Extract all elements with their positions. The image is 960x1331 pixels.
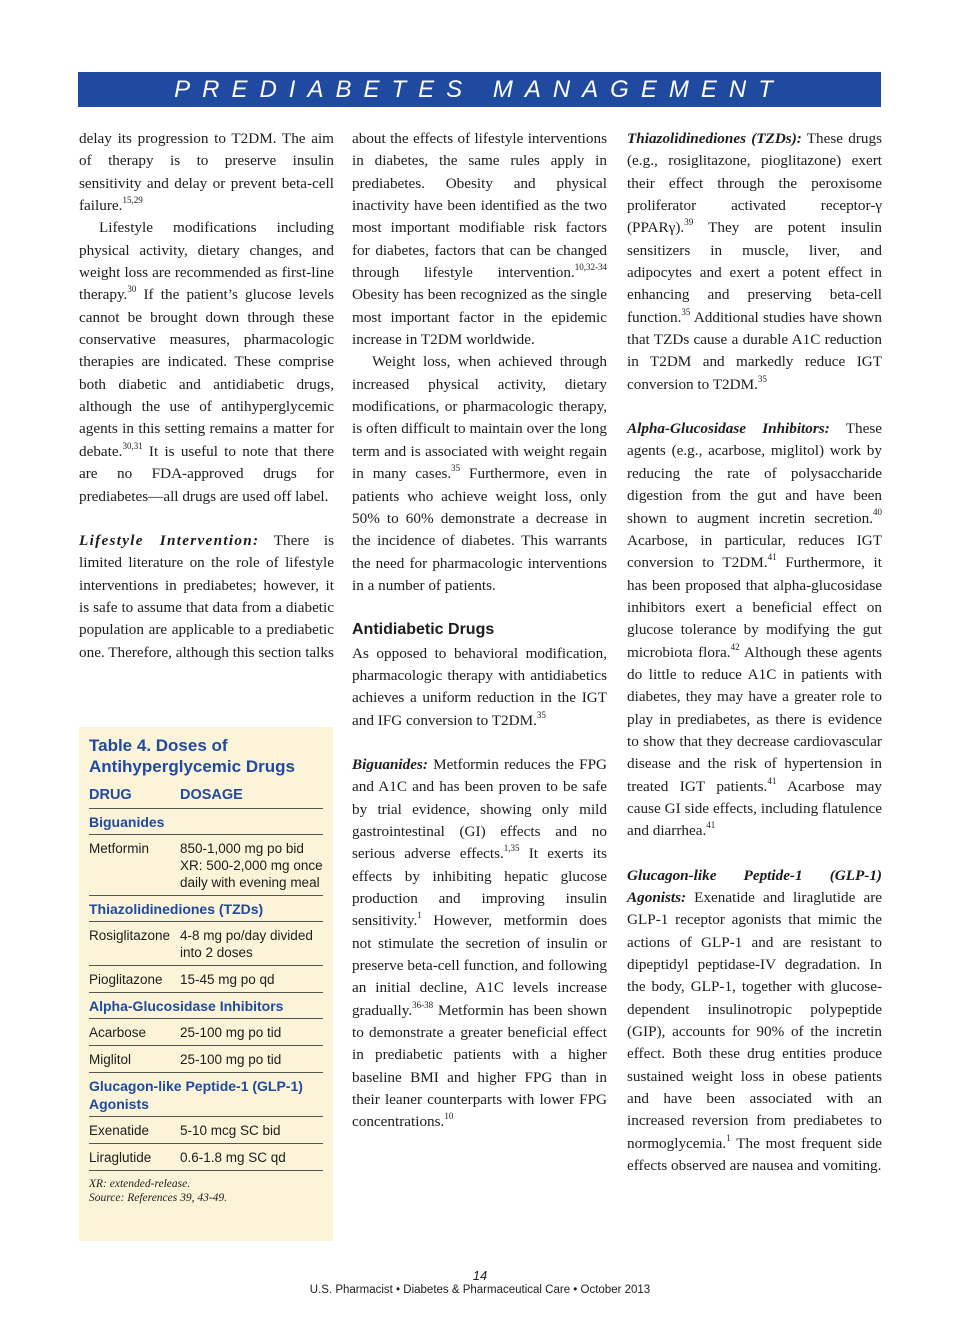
dosage-column-header: DOSAGE — [180, 787, 243, 803]
citation: 39 — [684, 217, 694, 228]
section-banner — [78, 72, 881, 107]
drug-name: Liraglutide — [89, 1150, 152, 1165]
drug-class-heading: Biguanides — [89, 809, 323, 835]
drug-name: Acarbose — [89, 1025, 147, 1040]
drug-class-heading: Thiazolidinediones (TZDs) — [89, 896, 323, 922]
drug-dose: 850-1,000 mg po bid XR: 500-2,000 mg once daily with evening meal — [180, 841, 323, 890]
column-2 — [352, 128, 607, 1134]
citation: 35 — [681, 306, 691, 317]
citation: 15,29 — [122, 194, 143, 205]
drug-class-heading: Alpha-Glucosidase Inhibitors — [89, 993, 323, 1019]
paragraph: As opposed to behavioral modification, pharmacologic therapy with antidiabetics achieves a uniform reduction in the IGT and IFG conversion to T2DM.$^{35}$ — [352, 644, 607, 729]
citation: 41 — [706, 820, 716, 831]
drug-name: Miglitol — [89, 1052, 132, 1067]
run-in-heading: Thiazolidinediones (TZDs): — [627, 130, 802, 147]
table-header — [89, 785, 323, 809]
citation: 1 — [726, 1132, 731, 1143]
drug-class-heading: Glucagon-like Peptide-1 (GLP-1) Agonists — [89, 1073, 323, 1117]
drug-dose: 25-100 mg po tid — [180, 1025, 282, 1040]
paragraph: delay its progression to T2DM. The aim of therapy is to preserve insulin sensitivity and delay or prevent beta-cell failure.$^{15,29}$ — [79, 130, 334, 215]
section-title: PREDIABETES MANAGEMENT — [174, 76, 785, 103]
citation: 30,31 — [122, 440, 143, 451]
drug-name: Metformin — [89, 841, 150, 856]
table-title: Table 4. Doses of Antihyperglycemic Drugs — [89, 736, 295, 776]
drug-dose: 0.6-1.8 mg SC qd — [180, 1150, 286, 1165]
page-number: 14 — [472, 1268, 488, 1283]
table-footnote: XR: extended-release. — [89, 1178, 191, 1190]
column-3 — [627, 128, 882, 1177]
paragraph: Thiazolidinediones (TZDs): These drugs (e.g., rosiglitazone, pioglitazone) exert their effect through the peroxisome proliferator activated receptor-γ (PPARγ).$^{39}$ They are potent insulin sensitizers in muscle, liver, and adipocytes and exert a potent effect in enhancing and preserving beta-cell function.$^{35}$ Additional studies have shown that TZDs cause a durable A1C reduction in T2DM and markedly reduce IGT conversion to T2DM.$^{35}$ — [627, 130, 882, 393]
citation: 36-38 — [412, 999, 434, 1010]
section-heading: Antidiabetic Drugs — [352, 621, 495, 639]
paragraph: about the effects of lifestyle interventions in diabetes, the same rules apply in prediabetes. Obesity and physical inactivity have been identified as the two most important modifiable risk factors for diabetes, factors that can be changed through lifestyle intervention.$^{10,32-34}$ Obesity has been recognized as the single most important factor in the epidemic increase in T2DM worldwide. — [352, 130, 607, 349]
citation: 40 — [873, 507, 882, 518]
citation: 10,32-34 — [574, 262, 607, 272]
drug-dose: 4-8 mg po/day divided into 2 doses — [180, 928, 313, 960]
citation: 35 — [757, 373, 767, 384]
citation: 10 — [444, 1111, 454, 1122]
citation: 35 — [451, 463, 461, 474]
table-row — [89, 1117, 323, 1144]
citation: 42 — [730, 641, 740, 652]
paragraph: Alpha-Glucosidase Inhibitors: These agents (e.g., acarbose, miglitol) work by reducing the rate of polysaccharide digestion from the gut and have been shown to augment incretin secretion.$^{40}$ Acarbose, in particular, reduces IGT conversion to T2DM.$^{41}$ Furthermore, it has been proposed that alpha-glucosidase inhibitors exert a beneficial effect on glucose tolerance by modifying the gut microbiota flora.$^{42}$ Although these agents do little to reduce A1C in patients with diabetes, they may have a greater role to play in prediabetes, as there is evidence to show that they decrease cardiovascular disease and the risk of hypertension in treated IGT patients.$^{41}$ Acarbose may cause GI side effects, including flatulence and diarrhea.$^{41}$ — [627, 420, 882, 840]
drug-name: Exenatide — [89, 1123, 150, 1138]
paragraph: Weight loss, when achieved through increased physical activity, dietary modifications, or pharmacologic therapy, is often difficult to maintain over the long term and is associated with weight regain in many cases.$^{35}$ Furthermore, even in patients who achieve weight loss, only 50% to 60% demonstrate a decrease in the incidence of diabetes. This warrants the need for pharmacologic interventions in a number of patients. — [352, 353, 607, 594]
column-1 — [79, 128, 334, 664]
publication-footer: U.S. Pharmacist • Diabetes & Pharmaceutical Care • October 2013 — [309, 1284, 651, 1296]
paragraph: Lifestyle modifications including physical activity, dietary changes, and weight loss are recommended as first-line therapy.$^{30}$ If the patient’s glucose levels cannot be brought down through these conservative measures, pharmacologic therapies are indicated. These comprise both diabetic and antidiabetic drugs, although the use of antihyperglycemic agents in this setting remains a matter for debate.$^{30,31}$ It is useful to note that there are no FDA-approved drugs for prediabetes—all drugs are used off label. — [79, 219, 334, 505]
citation: 41 — [767, 775, 777, 786]
run-in-heading: Biguanides: — [352, 755, 428, 773]
citation: 1 — [417, 910, 422, 921]
drug-dose: 5-10 mcg SC bid — [180, 1123, 281, 1138]
table-row — [89, 835, 323, 896]
table-row — [89, 1144, 323, 1171]
table-row — [89, 922, 323, 966]
drug-dose: 15-45 mg po qd — [180, 972, 275, 987]
drug-column-header: DRUG — [89, 787, 132, 803]
table-source: Source: References 39, 43-49. — [89, 1192, 228, 1204]
citation: 35 — [536, 709, 546, 720]
paragraph: Glucagon-like Peptide-1 (GLP-1) Agonists: Exenatide and liraglutide are GLP-1 receptor agonists that mimic the actions of GLP-1 and are resistant to dipeptidyl peptidase-IV degradation. In the body, GLP-1, together with glucose-dependent insulinotropic polypeptide (GIP), accounts for 90% of the incretin effect. Both these drug entities produce sustained weight loss in obese patients and have been associated with an increased reversion from prediabetes to normoglycemia.$^1$ The most frequent side effects observed are nausea and vomiting. — [627, 866, 882, 1175]
run-in-heading: Glucagon-like Peptide-1 (GLP-1) Agonists: — [627, 866, 882, 906]
paragraph: Lifestyle Intervention: There is limited literature on the role of lifestyle interventions in prediabetes; however, it is safe to assume that data from a diabetic population are applicable to a prediabetic one. Therefore, although this section talks — [79, 531, 334, 661]
citation: 30 — [127, 284, 137, 295]
drug-dose: 25-100 mg po tid — [180, 1052, 282, 1067]
drug-name: Pioglitazone — [89, 972, 163, 987]
run-in-heading: Alpha-Glucosidase Inhibitors: — [627, 420, 830, 438]
dose-table — [79, 727, 333, 1241]
run-in-heading: Lifestyle Intervention: — [79, 531, 260, 549]
table-row — [89, 1019, 323, 1046]
table-row — [89, 966, 323, 993]
table-row — [89, 1046, 323, 1073]
citation: 41 — [767, 552, 777, 563]
drug-name: Rosiglitazone — [89, 928, 171, 943]
citation: 1,35 — [503, 843, 520, 854]
paragraph: Biguanides: Metformin reduces the FPG and A1C and has been proven to be safe by trial evidence, showing only mild gastrointestinal (GI) effects and no serious adverse effects.$^{1,35}$ It exerts its effects by inhibiting hepatic glucose production and improving insulin sensitivity.$^1$ However, metformin does not stimulate the secretion of insulin or preserve beta-cell function, and following an initial decline, A1C levels increase gradually.$^{36-38}$ Metformin has been shown to demonstrate a greater beneficial effect in prediabetic patients with a higher baseline BMI and higher FPG than in their leaner counterparts with lower FPG concentrations.$^{10}$ — [352, 755, 607, 1131]
